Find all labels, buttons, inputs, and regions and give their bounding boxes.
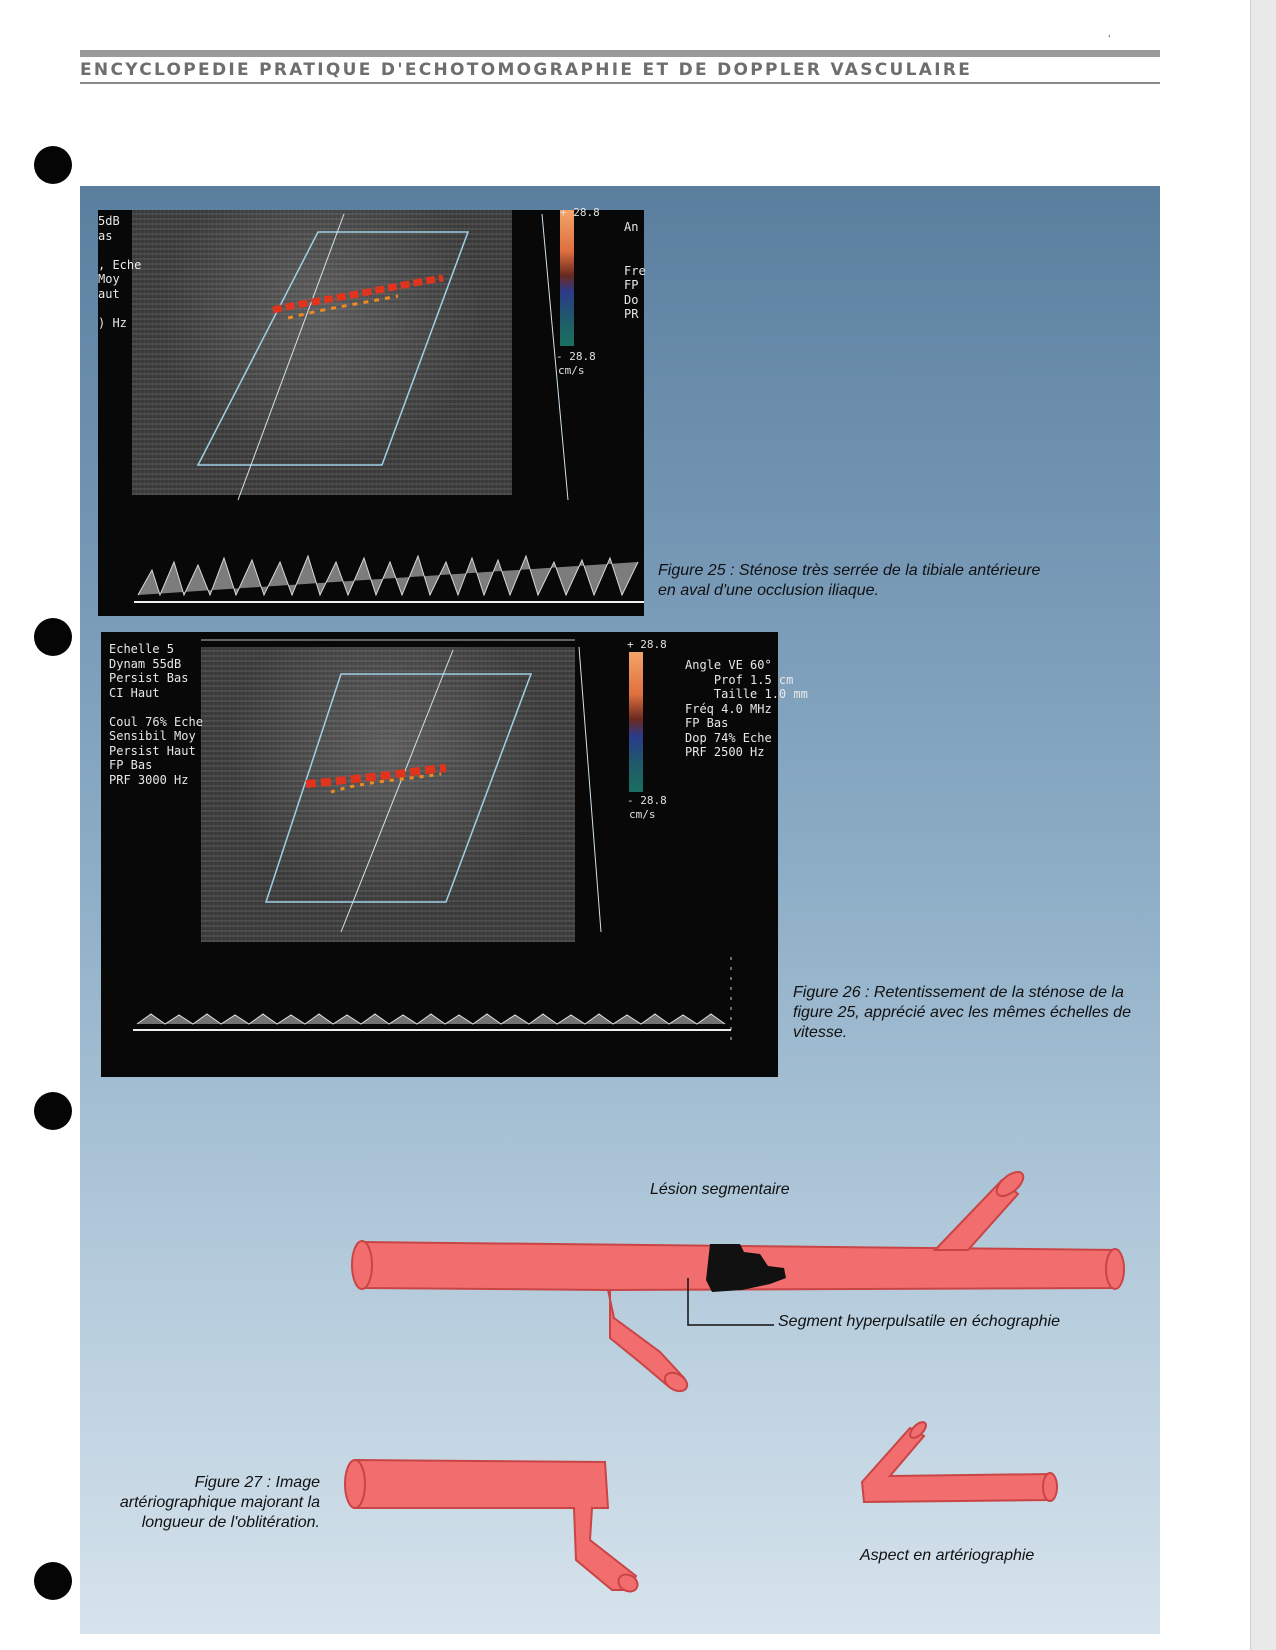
scanner-settings-left: Echelle 5 Dynam 55dB Persist Bas CI Haut Coul 76% Eche Sensibil Moy Persist Haut FP Bas PRF 3000 Hz	[109, 642, 203, 787]
scanner-settings-left: 5dB as , Eche Moy aut ) Hz	[98, 214, 142, 330]
page-mark: ‘	[1108, 32, 1111, 46]
lesion-label: Lésion segmentaire	[650, 1181, 790, 1198]
running-header: ENCYCLOPEDIE PRATIQUE D'ECHOTOMOGRAPHIE ET DE DOPPLER VASCULAIRE	[80, 60, 973, 80]
figure-27-caption: Figure 27 : Image artériographique majorant la longueur de l'oblitération.	[119, 1474, 320, 1531]
velocity-scale-min: - 28.8	[556, 350, 596, 363]
arteriography-label: Aspect en artériographie	[860, 1547, 1035, 1564]
scanner-settings-right: An Fre FP Do PR	[624, 220, 646, 321]
figure-26-caption: Figure 26 : Retentissement de la sténose de la figure 25, apprécié avec les mêmes échelles de vitesse.	[793, 984, 1131, 1041]
velocity-scale-unit: cm/s	[558, 364, 585, 377]
velocity-scale-max: + 28.8	[627, 638, 667, 651]
scanner-settings-right: Angle VE 60° Prof 1.5 cm Taille 1.0 mm Fréq 4.0 MHz FP Bas Dop 74% Eche PRF 2500 Hz	[685, 658, 808, 759]
artery-arteriography-right	[862, 1419, 1057, 1502]
velocity-scale-unit: cm/s	[629, 808, 656, 821]
artery-arteriography-left	[345, 1460, 641, 1595]
velocity-scale-max: + 28.8	[560, 206, 600, 219]
velocity-scale-min: - 28.8	[627, 794, 667, 807]
artery-with-lesion	[352, 1168, 1124, 1395]
hyperpulsatile-label: Segment hyperpulsatile en échographie	[778, 1313, 1060, 1330]
figure-25-caption: Figure 25 : Sténose très serrée de la tibiale antérieure en aval d'une occlusion iliaque.	[658, 562, 1041, 599]
